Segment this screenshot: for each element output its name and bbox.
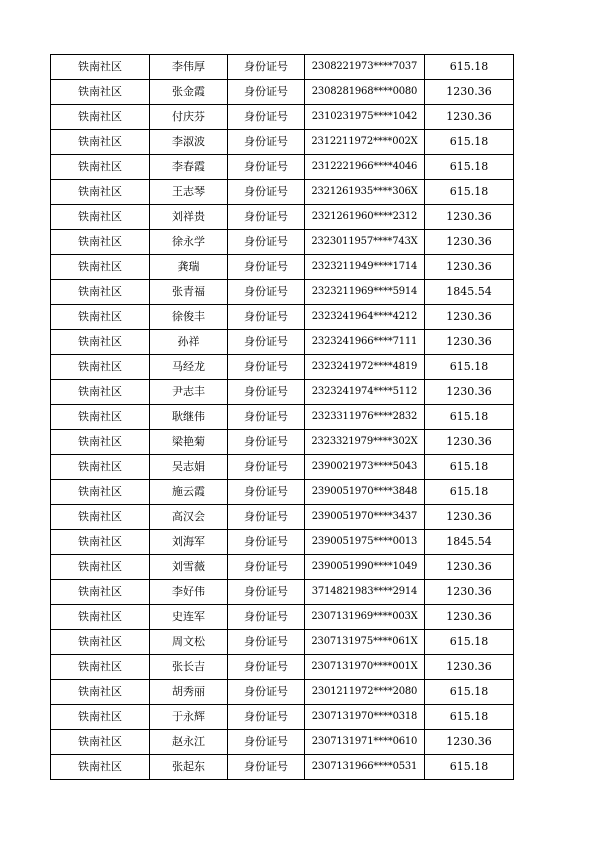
id-number-cell: 2323211949****1714 bbox=[305, 255, 425, 280]
table-row bbox=[51, 430, 514, 455]
community-cell: 铁南社区 bbox=[51, 430, 150, 455]
amount-cell: 615.18 bbox=[425, 755, 514, 780]
amount-cell: 615.18 bbox=[425, 680, 514, 705]
name-cell: 高汉会 bbox=[150, 505, 228, 530]
amount-cell: 1845.54 bbox=[425, 280, 514, 305]
table-row bbox=[51, 730, 514, 755]
name-cell: 张起东 bbox=[150, 755, 228, 780]
id-type-cell: 身份证号 bbox=[228, 755, 305, 780]
table-row bbox=[51, 755, 514, 780]
community-cell: 铁南社区 bbox=[51, 380, 150, 405]
id-number-cell: 2307131975****061X bbox=[305, 630, 425, 655]
amount-cell: 615.18 bbox=[425, 480, 514, 505]
community-cell: 铁南社区 bbox=[51, 55, 150, 80]
id-type-cell: 身份证号 bbox=[228, 705, 305, 730]
id-type-cell: 身份证号 bbox=[228, 430, 305, 455]
amount-cell: 1845.54 bbox=[425, 530, 514, 555]
id-number-cell: 2321261935****306X bbox=[305, 180, 425, 205]
table-row bbox=[51, 680, 514, 705]
name-cell: 胡秀丽 bbox=[150, 680, 228, 705]
id-number-cell: 2307131966****0531 bbox=[305, 755, 425, 780]
id-type-cell: 身份证号 bbox=[228, 555, 305, 580]
name-cell: 李淑波 bbox=[150, 130, 228, 155]
name-cell: 张长吉 bbox=[150, 655, 228, 680]
id-number-cell: 2323321979****302X bbox=[305, 430, 425, 455]
name-cell: 尹志丰 bbox=[150, 380, 228, 405]
amount-cell: 1230.36 bbox=[425, 605, 514, 630]
amount-cell: 1230.36 bbox=[425, 255, 514, 280]
name-cell: 耿继伟 bbox=[150, 405, 228, 430]
community-cell: 铁南社区 bbox=[51, 255, 150, 280]
amount-cell: 615.18 bbox=[425, 355, 514, 380]
community-cell: 铁南社区 bbox=[51, 130, 150, 155]
id-type-cell: 身份证号 bbox=[228, 630, 305, 655]
roster-table bbox=[50, 54, 514, 780]
name-cell: 张青福 bbox=[150, 280, 228, 305]
name-cell: 李好伟 bbox=[150, 580, 228, 605]
id-type-cell: 身份证号 bbox=[228, 280, 305, 305]
name-cell: 刘海军 bbox=[150, 530, 228, 555]
table-row bbox=[51, 105, 514, 130]
name-cell: 孙祥 bbox=[150, 330, 228, 355]
table-row bbox=[51, 205, 514, 230]
id-number-cell: 2390051990****1049 bbox=[305, 555, 425, 580]
id-number-cell: 2323011957****743X bbox=[305, 230, 425, 255]
table-row bbox=[51, 380, 514, 405]
community-cell: 铁南社区 bbox=[51, 605, 150, 630]
amount-cell: 615.18 bbox=[425, 55, 514, 80]
amount-cell: 615.18 bbox=[425, 155, 514, 180]
id-number-cell: 2312221966****4046 bbox=[305, 155, 425, 180]
community-cell: 铁南社区 bbox=[51, 355, 150, 380]
name-cell: 李伟厚 bbox=[150, 55, 228, 80]
table-row bbox=[51, 355, 514, 380]
name-cell: 史连军 bbox=[150, 605, 228, 630]
id-number-cell: 2310231975****1042 bbox=[305, 105, 425, 130]
table-row bbox=[51, 455, 514, 480]
community-cell: 铁南社区 bbox=[51, 705, 150, 730]
id-number-cell: 2323241974****5112 bbox=[305, 380, 425, 405]
id-number-cell: 2307131970****0318 bbox=[305, 705, 425, 730]
name-cell: 刘雪薇 bbox=[150, 555, 228, 580]
id-type-cell: 身份证号 bbox=[228, 380, 305, 405]
id-number-cell: 2390051975****0013 bbox=[305, 530, 425, 555]
community-cell: 铁南社区 bbox=[51, 680, 150, 705]
id-type-cell: 身份证号 bbox=[228, 255, 305, 280]
id-type-cell: 身份证号 bbox=[228, 205, 305, 230]
table-row bbox=[51, 605, 514, 630]
community-cell: 铁南社区 bbox=[51, 305, 150, 330]
amount-cell: 1230.36 bbox=[425, 80, 514, 105]
community-cell: 铁南社区 bbox=[51, 555, 150, 580]
id-number-cell: 2312211972****002X bbox=[305, 130, 425, 155]
community-cell: 铁南社区 bbox=[51, 730, 150, 755]
amount-cell: 615.18 bbox=[425, 630, 514, 655]
amount-cell: 1230.36 bbox=[425, 555, 514, 580]
community-cell: 铁南社区 bbox=[51, 155, 150, 180]
community-cell: 铁南社区 bbox=[51, 630, 150, 655]
name-cell: 周文松 bbox=[150, 630, 228, 655]
amount-cell: 1230.36 bbox=[425, 505, 514, 530]
table-row bbox=[51, 180, 514, 205]
id-number-cell: 2323241972****4819 bbox=[305, 355, 425, 380]
name-cell: 梁艳菊 bbox=[150, 430, 228, 455]
amount-cell: 1230.36 bbox=[425, 380, 514, 405]
table-row bbox=[51, 705, 514, 730]
id-number-cell: 2323211969****5914 bbox=[305, 280, 425, 305]
name-cell: 徐永学 bbox=[150, 230, 228, 255]
table-row bbox=[51, 480, 514, 505]
id-type-cell: 身份证号 bbox=[228, 405, 305, 430]
table-row bbox=[51, 405, 514, 430]
id-number-cell: 2307131971****0610 bbox=[305, 730, 425, 755]
name-cell: 李春霞 bbox=[150, 155, 228, 180]
amount-cell: 1230.36 bbox=[425, 205, 514, 230]
id-type-cell: 身份证号 bbox=[228, 155, 305, 180]
community-cell: 铁南社区 bbox=[51, 405, 150, 430]
community-cell: 铁南社区 bbox=[51, 530, 150, 555]
amount-cell: 615.18 bbox=[425, 180, 514, 205]
table-row bbox=[51, 280, 514, 305]
community-cell: 铁南社区 bbox=[51, 280, 150, 305]
id-number-cell: 2307131970****001X bbox=[305, 655, 425, 680]
name-cell: 王志琴 bbox=[150, 180, 228, 205]
name-cell: 施云霞 bbox=[150, 480, 228, 505]
community-cell: 铁南社区 bbox=[51, 330, 150, 355]
community-cell: 铁南社区 bbox=[51, 230, 150, 255]
community-cell: 铁南社区 bbox=[51, 105, 150, 130]
name-cell: 马经龙 bbox=[150, 355, 228, 380]
community-cell: 铁南社区 bbox=[51, 755, 150, 780]
table-row bbox=[51, 530, 514, 555]
id-type-cell: 身份证号 bbox=[228, 330, 305, 355]
name-cell: 龚瑞 bbox=[150, 255, 228, 280]
amount-cell: 1230.36 bbox=[425, 580, 514, 605]
amount-cell: 1230.36 bbox=[425, 105, 514, 130]
table-row bbox=[51, 630, 514, 655]
table-row bbox=[51, 655, 514, 680]
id-number-cell: 2308281968****0080 bbox=[305, 80, 425, 105]
id-type-cell: 身份证号 bbox=[228, 55, 305, 80]
community-cell: 铁南社区 bbox=[51, 180, 150, 205]
table-row bbox=[51, 305, 514, 330]
name-cell: 吴志娟 bbox=[150, 455, 228, 480]
id-type-cell: 身份证号 bbox=[228, 355, 305, 380]
id-number-cell: 3714821983****2914 bbox=[305, 580, 425, 605]
table-row bbox=[51, 55, 514, 80]
id-type-cell: 身份证号 bbox=[228, 455, 305, 480]
name-cell: 赵永江 bbox=[150, 730, 228, 755]
id-type-cell: 身份证号 bbox=[228, 655, 305, 680]
id-type-cell: 身份证号 bbox=[228, 180, 305, 205]
id-number-cell: 2323241966****7111 bbox=[305, 330, 425, 355]
community-cell: 铁南社区 bbox=[51, 655, 150, 680]
table-row bbox=[51, 580, 514, 605]
id-number-cell: 2301211972****2080 bbox=[305, 680, 425, 705]
id-type-cell: 身份证号 bbox=[228, 480, 305, 505]
id-number-cell: 2308221973****7037 bbox=[305, 55, 425, 80]
id-type-cell: 身份证号 bbox=[228, 580, 305, 605]
table-row bbox=[51, 230, 514, 255]
name-cell: 付庆芬 bbox=[150, 105, 228, 130]
id-type-cell: 身份证号 bbox=[228, 105, 305, 130]
id-type-cell: 身份证号 bbox=[228, 130, 305, 155]
name-cell: 刘祥贵 bbox=[150, 205, 228, 230]
amount-cell: 1230.36 bbox=[425, 230, 514, 255]
name-cell: 徐俊丰 bbox=[150, 305, 228, 330]
id-number-cell: 2390051970****3437 bbox=[305, 505, 425, 530]
amount-cell: 1230.36 bbox=[425, 655, 514, 680]
id-type-cell: 身份证号 bbox=[228, 80, 305, 105]
community-cell: 铁南社区 bbox=[51, 80, 150, 105]
amount-cell: 1230.36 bbox=[425, 305, 514, 330]
community-cell: 铁南社区 bbox=[51, 455, 150, 480]
id-number-cell: 2323311976****2832 bbox=[305, 405, 425, 430]
table-row bbox=[51, 80, 514, 105]
id-number-cell: 2390021973****5043 bbox=[305, 455, 425, 480]
community-cell: 铁南社区 bbox=[51, 580, 150, 605]
table-row bbox=[51, 330, 514, 355]
id-type-cell: 身份证号 bbox=[228, 530, 305, 555]
id-type-cell: 身份证号 bbox=[228, 605, 305, 630]
amount-cell: 615.18 bbox=[425, 405, 514, 430]
id-number-cell: 2390051970****3848 bbox=[305, 480, 425, 505]
amount-cell: 615.18 bbox=[425, 130, 514, 155]
amount-cell: 1230.36 bbox=[425, 430, 514, 455]
id-type-cell: 身份证号 bbox=[228, 305, 305, 330]
table-row bbox=[51, 130, 514, 155]
community-cell: 铁南社区 bbox=[51, 505, 150, 530]
table-row bbox=[51, 505, 514, 530]
table-row bbox=[51, 255, 514, 280]
name-cell: 张金霞 bbox=[150, 80, 228, 105]
id-type-cell: 身份证号 bbox=[228, 680, 305, 705]
table-row bbox=[51, 555, 514, 580]
community-cell: 铁南社区 bbox=[51, 205, 150, 230]
id-type-cell: 身份证号 bbox=[228, 730, 305, 755]
id-type-cell: 身份证号 bbox=[228, 230, 305, 255]
amount-cell: 615.18 bbox=[425, 705, 514, 730]
community-cell: 铁南社区 bbox=[51, 480, 150, 505]
roster-table-body bbox=[51, 55, 514, 780]
amount-cell: 615.18 bbox=[425, 455, 514, 480]
name-cell: 于永辉 bbox=[150, 705, 228, 730]
id-number-cell: 2323241964****4212 bbox=[305, 305, 425, 330]
id-number-cell: 2321261960****2312 bbox=[305, 205, 425, 230]
amount-cell: 1230.36 bbox=[425, 730, 514, 755]
table-row bbox=[51, 155, 514, 180]
id-number-cell: 2307131969****003X bbox=[305, 605, 425, 630]
amount-cell: 1230.36 bbox=[425, 330, 514, 355]
id-type-cell: 身份证号 bbox=[228, 505, 305, 530]
